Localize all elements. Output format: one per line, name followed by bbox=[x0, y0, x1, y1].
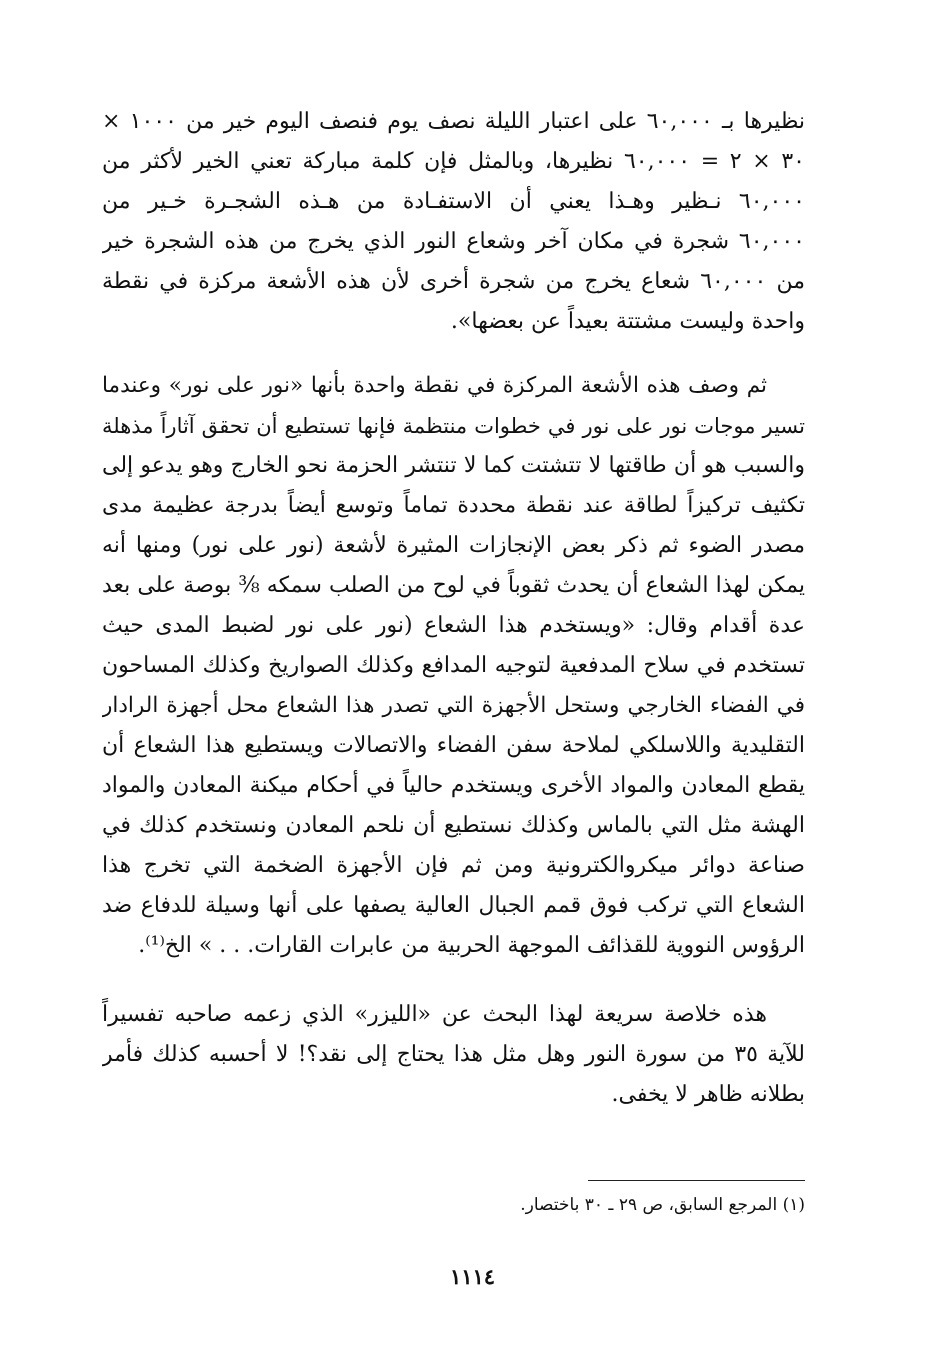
text-line: تكثيف تركيزاً لطاقة عند نقطة محددة تماماً وتوسع أيضاً بدرجة عظيمة مدى bbox=[102, 493, 805, 518]
text-line: ثم وصف هذه الأشعة المركزة في نقطة واحدة بأنها «نور على نور» وعندما bbox=[102, 373, 767, 398]
text-line: يمكن لهذا الشعاع أن يحدث ثقوباً في لوح من الصلب سمكه ⅜ بوصة على بعد bbox=[102, 573, 805, 598]
text-line: الرؤوس النووية للقذائف الموجهة الحربية من عابرات القارات. . . » الخ⁽¹⁾. bbox=[138, 933, 805, 958]
text-line: صناعة دوائر ميكروالكترونية ومن ثم فإن الأجهزة الضخمة التي تخرج هذا bbox=[102, 853, 805, 878]
text-line: التقليدية واللاسلكي لملاحة سفن الفضاء والاتصالات ويستطيع هذا الشعاع أن bbox=[102, 733, 805, 758]
text-line: تستخدم في سلاح المدفعية لتوجيه المدافع وكذلك الصواريخ وكذلك المساحون bbox=[102, 653, 805, 678]
paragraph-2 bbox=[102, 366, 805, 966]
text-line: عدة أقدام وقال: «ويستخدم هذا الشعاع (نور على نور لضبط المدى حيث bbox=[102, 613, 805, 638]
text-line: للآية ٣٥ من سورة النور وهل مثل هذا يحتاج إلى نقد؟! لا أحسبه كذلك فأمر bbox=[102, 1042, 805, 1067]
text-line: واحدة وليست مشتتة بعيداً عن بعضها». bbox=[450, 309, 805, 334]
text-line: الهشة مثل التي بالماس وكذلك نستطيع أن نلحم المعادن ونستخدم كذلك في bbox=[102, 813, 805, 838]
page-number: ١١١٤ bbox=[449, 1264, 496, 1289]
footnote: (١) المرجع السابق، ص ٢٩ ـ ٣٠ باختصار. bbox=[520, 1195, 805, 1215]
text-line: هذه خلاصة سريعة لهذا البحث عن «الليزر» الذي زعمه صاحبه تفسيراً bbox=[102, 1002, 767, 1027]
text-line: بطلانه ظاهر لا يخفى. bbox=[611, 1082, 805, 1107]
text-line: ٦٠,٠٠٠ نـظير وهـذا يعني أن الاستفـادة من هـذه الشجـرة خـير من bbox=[102, 189, 805, 214]
text-line: ٣٠ × ٢ = ٦٠,٠٠٠ نظيرها، وبالمثل فإن كلمة مباركة تعني الخير لأكثر من bbox=[102, 149, 805, 174]
text-line: مصدر الضوء ثم ذكر بعض الإنجازات المثيرة لأشعة (نور على نور) ومنها أنه bbox=[102, 533, 805, 558]
text-line: الشعاع التي تركب فوق قمم الجبال العالية يصفها على أنها وسيلة للدفاع ضد bbox=[102, 893, 805, 918]
footnote-divider bbox=[588, 1180, 805, 1181]
text-line: نظيرها بـ ٦٠,٠٠٠ على اعتبار الليلة نصف يوم فنصف اليوم خير من ١٠٠٠ × bbox=[102, 109, 805, 134]
text-line: والسبب هو أن طاقتها لا تتشتت كما لا تنتشر الحزمة نحو الخارج وهو يدعو إلى bbox=[102, 453, 805, 478]
text-line: يقطع المعادن والمواد الأخرى ويستخدم حالياً في أحكام ميكنة المعادن والمواد bbox=[102, 773, 805, 798]
text-line: ٦٠,٠٠٠ شجرة في مكان آخر وشعاع النور الذي يخرج من هذه الشجرة خير bbox=[102, 229, 805, 254]
paragraph-3 bbox=[102, 995, 805, 1115]
text-line: من ٦٠,٠٠٠ شعاع يخرج من شجرة أخرى لأن هذه الأشعة مركزة في نقطة bbox=[102, 269, 805, 294]
text-line: في الفضاء الخارجي وستحل الأجهزة التي تصدر هذا الشعاع محل أجهزة الرادار bbox=[102, 693, 805, 718]
paragraph-1 bbox=[102, 102, 805, 342]
text-line: تسير موجات نور على نور في خطوات منتظمة فإنها تستطيع أن تحقق آثاراً مذهلة bbox=[102, 414, 805, 438]
